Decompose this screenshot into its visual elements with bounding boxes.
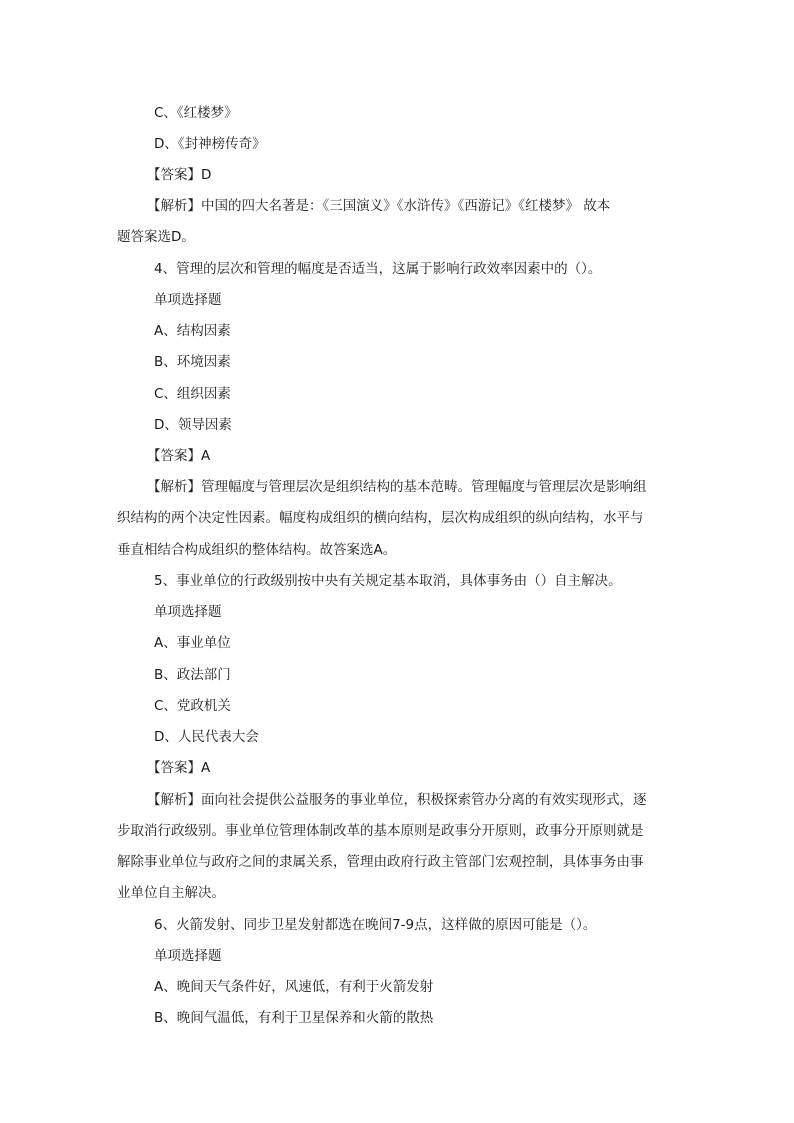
answer-line: 【答案】D <box>147 167 212 183</box>
analysis-paragraph-continuation: 业单位自主解决。 <box>117 885 225 901</box>
question-5-text: 5、事业单位的行政级别按中央有关规定基本取消，具体事务由（）自主解决。 <box>154 573 622 589</box>
analysis-paragraph-continuation: 织结构的两个决定性因素。幅度构成组织的横向结构，层次构成组织的纵向结构，水平与 <box>117 510 644 526</box>
analysis-paragraph: 【解析】管理幅度与管理层次是组织结构的基本范畴。管理幅度与管理层次是影响组 <box>147 479 647 495</box>
analysis-paragraph-continuation: 题答案选D。 <box>117 229 195 245</box>
question-4-text: 4、管理的层次和管理的幅度是否适当，这属于影响行政效率因素中的（）。 <box>154 261 602 277</box>
answer-line: 【答案】A <box>147 448 211 464</box>
question-type-label: 单项选择题 <box>154 292 222 308</box>
analysis-paragraph-continuation: 步取消行政级别。事业单位管理体制改革的基本原则是政事分开原则，政事分开原则就是 <box>117 823 644 839</box>
analysis-paragraph: 【解析】面向社会提供公益服务的事业单位，积极探索管办分离的有效实现形式，逐 <box>147 792 647 808</box>
option-d-text: D、领导因素 <box>154 417 232 433</box>
question-type-label: 单项选择题 <box>154 948 222 964</box>
answer-line: 【答案】A <box>147 760 211 776</box>
option-b-text: B、晚间气温低，有利于卫星保养和火箭的散热 <box>154 1010 434 1026</box>
option-b-text: B、环境因素 <box>154 354 231 370</box>
option-c-text: C、党政机关 <box>154 698 231 714</box>
question-type-label: 单项选择题 <box>154 604 222 620</box>
analysis-paragraph: 【解析】中国的四大名著是：《三国演义》《水浒传》《西游记》《红楼梦》 故本 <box>147 198 611 214</box>
option-a-text: A、事业单位 <box>154 635 231 651</box>
analysis-paragraph-continuation: 垂直相结合构成组织的整体结构。故答案选A。 <box>117 542 397 558</box>
analysis-paragraph-continuation: 解除事业单位与政府之间的隶属关系，管理由政府行政主管部门宏观控制，具体事务由事 <box>117 854 644 870</box>
question-6-text: 6、火箭发射、同步卫星发射都选在晚间7-9点，这样做的原因可能是（）。 <box>154 917 597 933</box>
option-c-text: C、《红楼梦》 <box>154 105 238 121</box>
option-c-text: C、组织因素 <box>154 386 231 402</box>
option-a-text: A、结构因素 <box>154 323 231 339</box>
option-d-text: D、人民代表大会 <box>154 729 259 745</box>
option-d-text: D、《封神榜传奇》 <box>154 136 266 152</box>
option-a-text: A、晚间天气条件好，风速低，有利于火箭发射 <box>154 979 434 995</box>
option-b-text: B、政法部门 <box>154 667 231 683</box>
